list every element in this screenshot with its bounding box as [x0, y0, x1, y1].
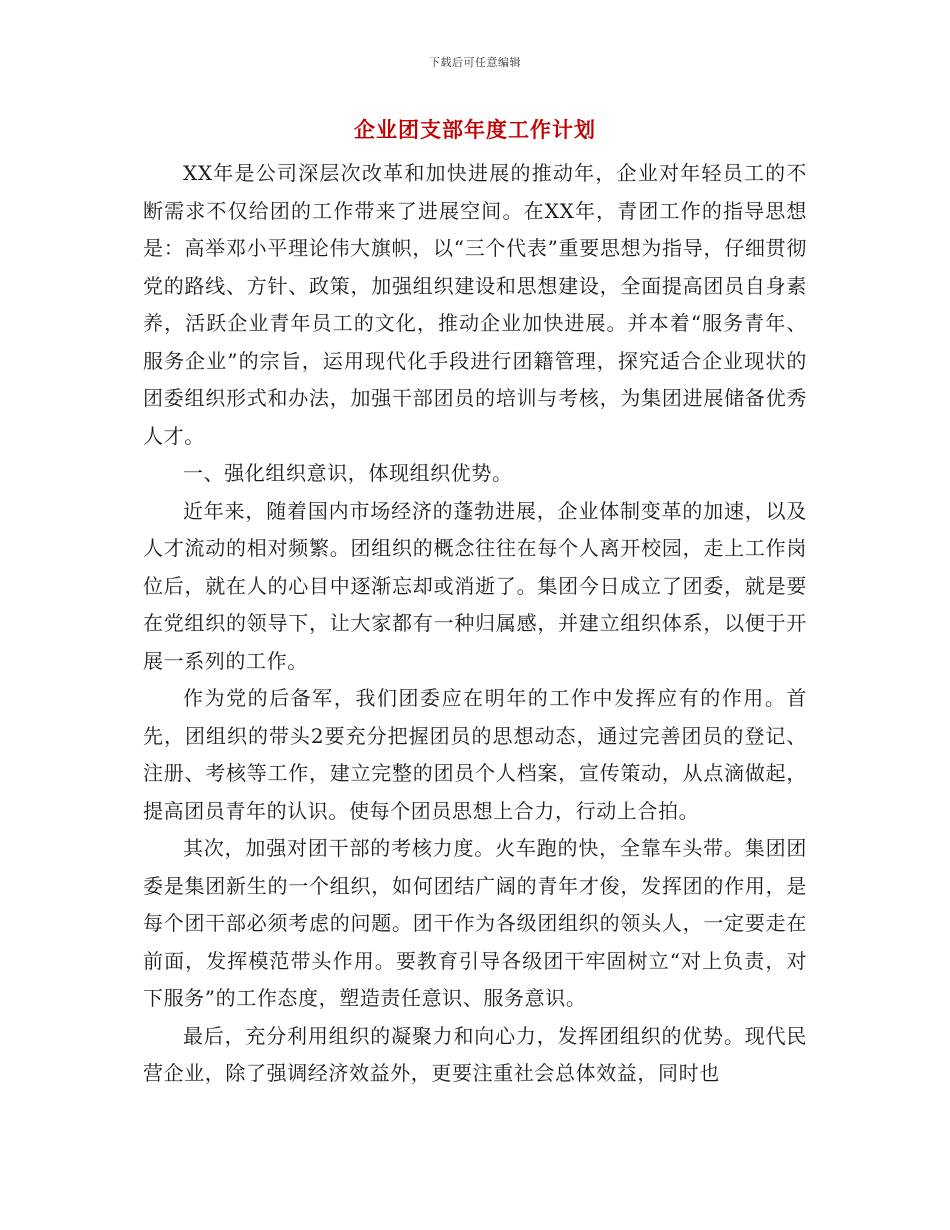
paragraph-first: 作为党的后备军，我们团委应在明年的工作中发挥应有的作用。首先，团组织的带头2要充分把握团员的思想动态，通过完善团员的登记、注册、考核等工作，建立完整的团员个人档案，宣传策动，从点滴做起，提高团员青年的认识。使每个团员思想上合力，行动上合拍。 [143, 686, 807, 823]
section-heading-1: 一、强化组织意识，体现组织优势。 [183, 461, 513, 485]
document-title: 企业团支部年度工作计划 [354, 117, 596, 142]
paragraph-second: 其次，加强对团干部的考核力度。火车跑的快，全靠车头带。集团团委是集团新生的一个组织，如何团结广阔的青年才俊，发挥团的作用，是每个团干部必须考虑的问题。团干作为各级团组织的领头人，一定要走在前面，发挥模范带头作用。要教育引导各级团干牢固树立“对上负责，对下服务”的工作态度，塑造责任意识、服务意识。 [143, 836, 807, 1010]
paragraph-background: 近年来，随着国内市场经济的蓬勃进展，企业体制变革的加速，以及人才流动的相对频繁。团组织的概念往往在每个人离开校园，走上工作岗位后，就在人的心目中逐渐忘却或消逝了。集团今日成立了团委，就是要在党组织的领导下，让大家都有一种归属感，并建立组织体系，以便于开展一系列的工作。 [143, 498, 807, 673]
page-header-note: 下载后可任意编辑 [429, 56, 521, 69]
paragraph-last: 最后，充分利用组织的凝聚力和向心力，发挥团组织的优势。现代民营企业，除了强调经济效益外，更要注重社会总体效益，同时也 [143, 1023, 807, 1085]
document-body [143, 155, 807, 1093]
paragraph-intro: XX年是公司深层次改革和加快进展的推动年，企业对年轻员工的不断需求不仅给团的工作带来了进展空间。在XX年，青团工作的指导思想是：高举邓小平理论伟大旗帜，以“三个代表”重要思想为指导，仔细贯彻党的路线、方针、政策，加强组织建设和思想建设，全面提高团员自身素养，活跃企业青年员工的文化，推动企业加快进展。并本着“服务青年、服务企业”的宗旨，运用现代化手段进行团籍管理，探究适合企业现状的团委组织形式和办法，加强干部团员的培训与考核，为集团进展储备优秀人才。 [143, 161, 807, 448]
